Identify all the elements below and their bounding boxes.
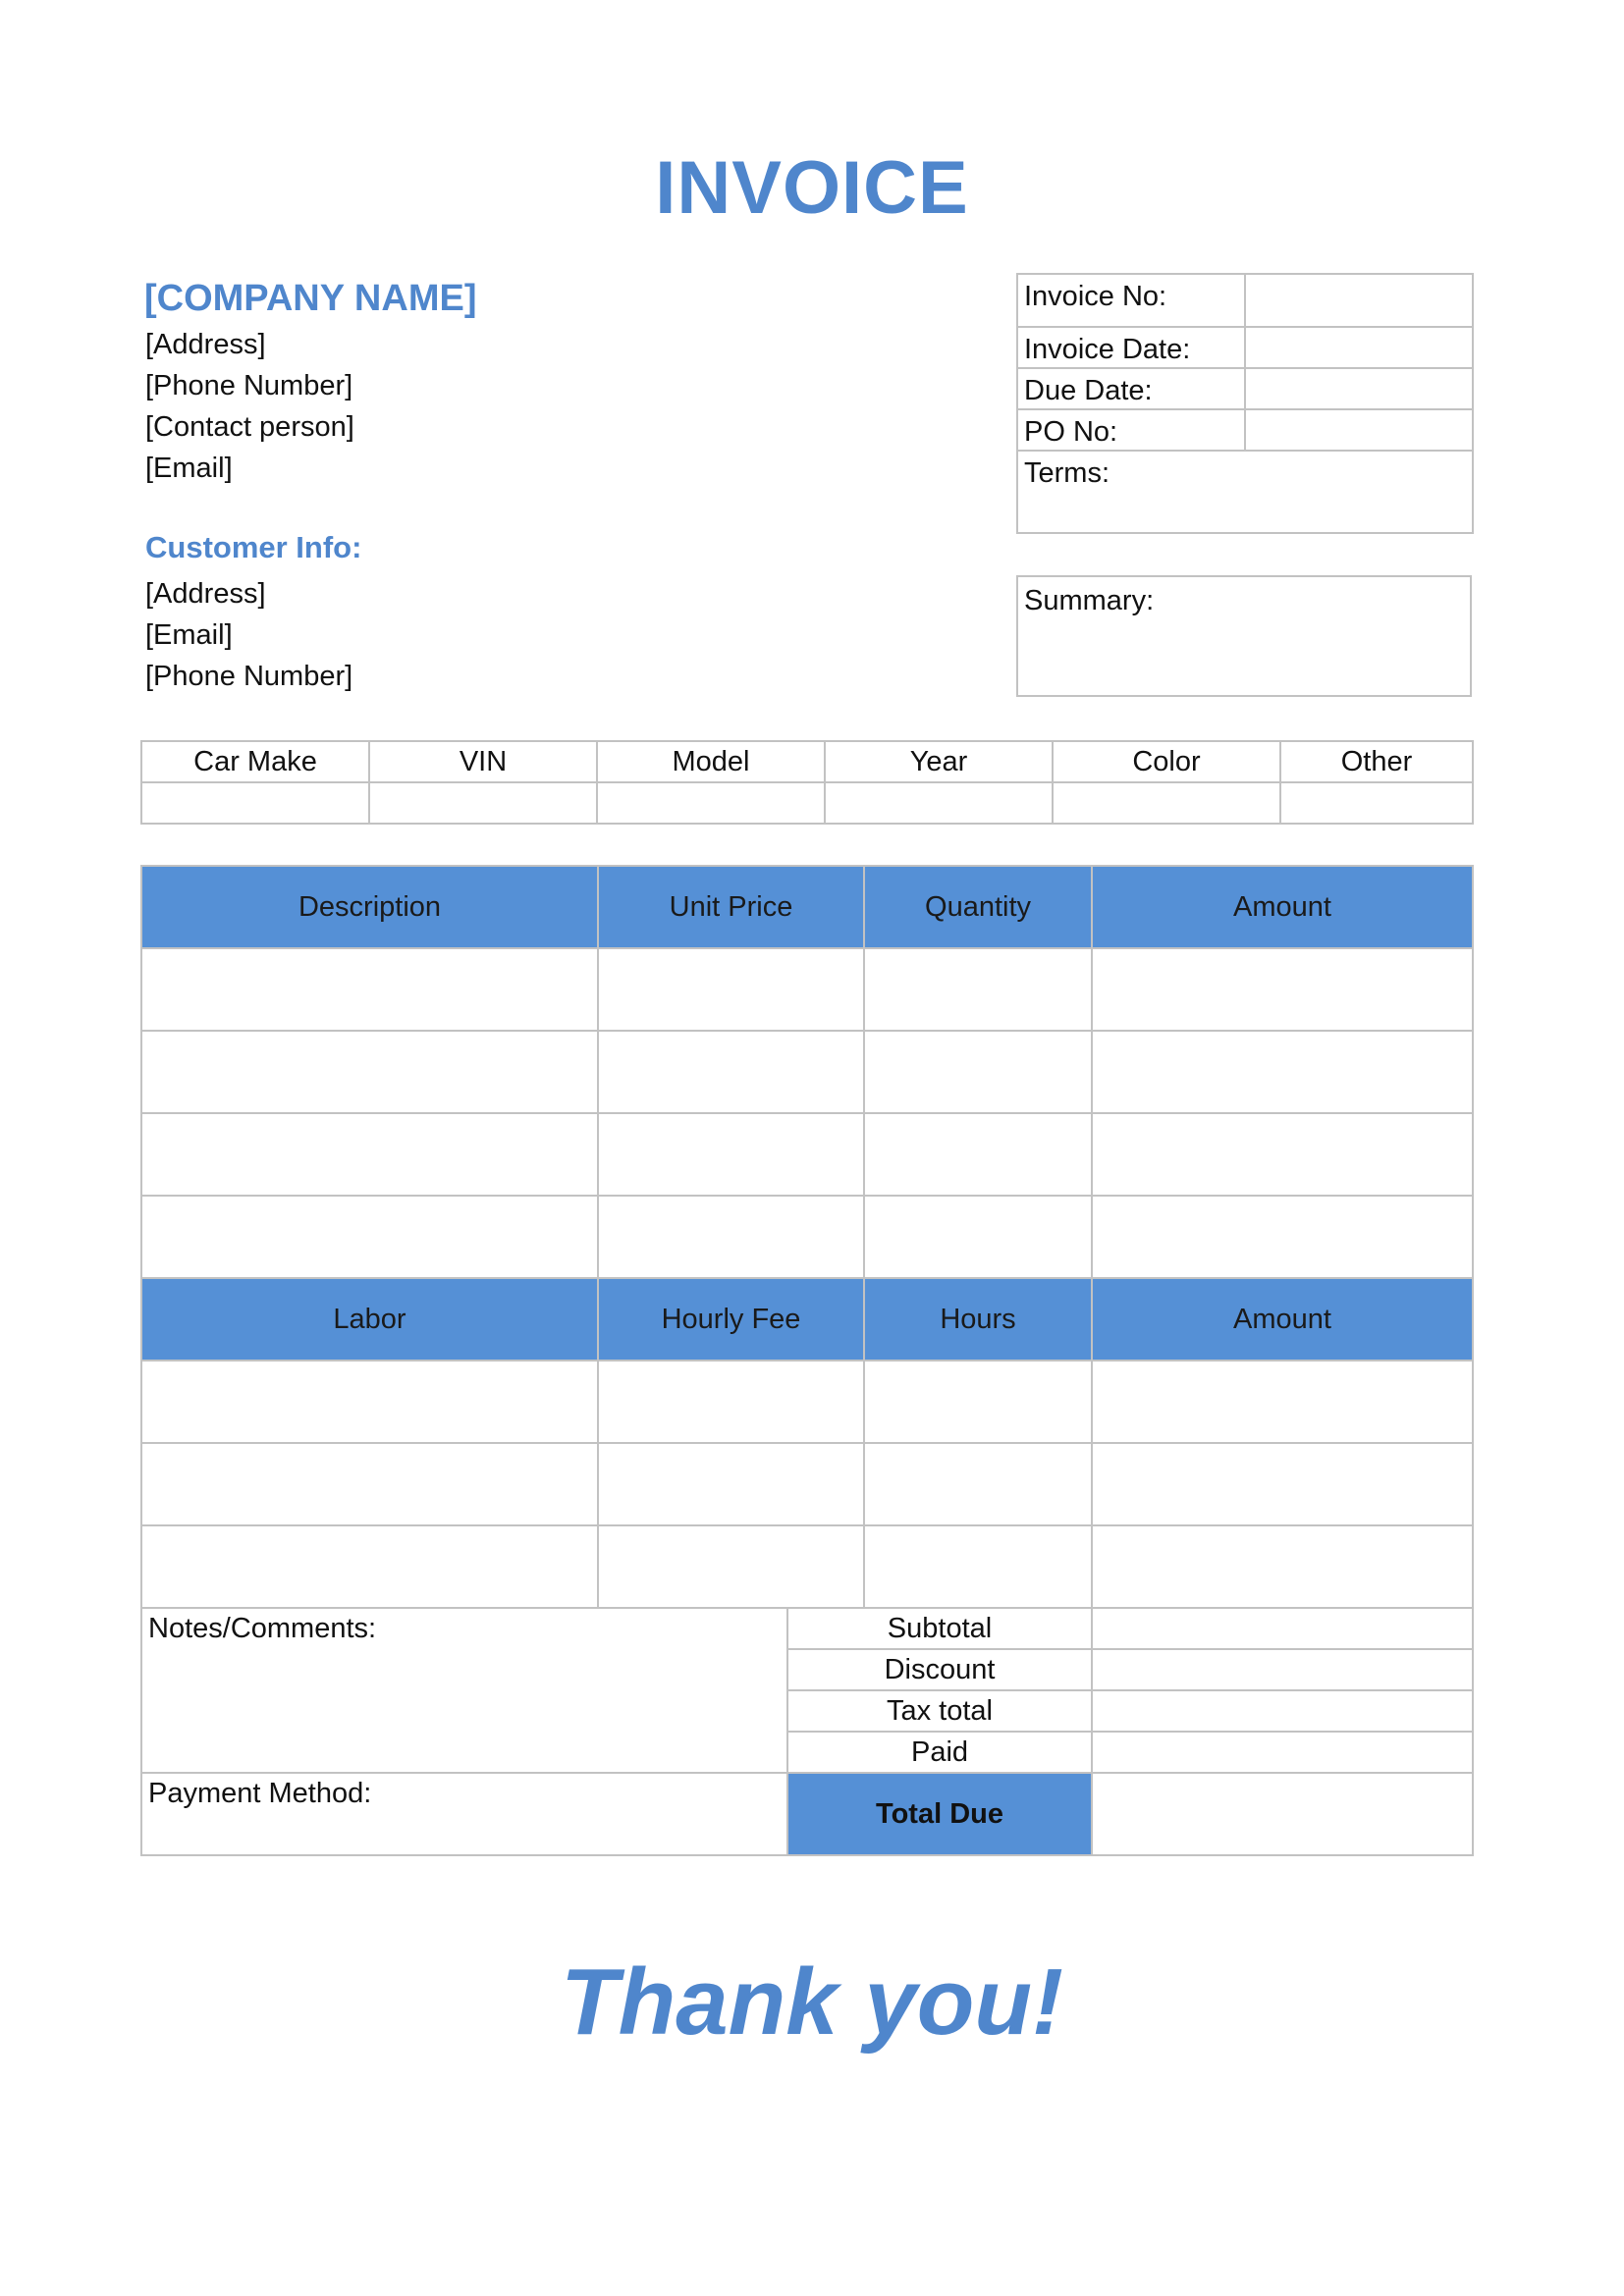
po-no-value[interactable]	[1245, 409, 1473, 451]
po-no-label: PO No:	[1017, 409, 1245, 451]
unit-price-header: Unit Price	[598, 866, 864, 948]
model-header: Model	[597, 741, 825, 782]
table-cell[interactable]	[141, 1196, 598, 1278]
table-cell[interactable]	[141, 1443, 598, 1525]
table-cell[interactable]	[141, 948, 598, 1031]
table-cell[interactable]	[1092, 1361, 1473, 1443]
table-cell[interactable]	[1092, 948, 1473, 1031]
table-cell[interactable]	[864, 1196, 1092, 1278]
table-cell[interactable]	[1092, 1031, 1473, 1113]
year-cell[interactable]	[825, 782, 1053, 824]
discount-value[interactable]	[1092, 1649, 1473, 1690]
company-phone: [Phone Number]	[145, 370, 353, 401]
table-cell[interactable]	[1092, 1113, 1473, 1196]
customer-address: [Address]	[145, 578, 266, 610]
invoice-no-label: Invoice No:	[1017, 274, 1245, 327]
table-cell[interactable]	[864, 1113, 1092, 1196]
vin-header: VIN	[369, 741, 597, 782]
notes-comments-field[interactable]: Notes/Comments:	[141, 1608, 787, 1773]
customer-email: [Email]	[145, 619, 233, 651]
other-cell[interactable]	[1280, 782, 1473, 824]
invoice-no-value[interactable]	[1245, 274, 1473, 327]
amount-header: Amount	[1092, 866, 1473, 948]
subtotal-label: Subtotal	[787, 1608, 1092, 1649]
table-cell[interactable]	[1092, 1525, 1473, 1608]
tax-total-label: Tax total	[787, 1690, 1092, 1732]
quantity-header: Quantity	[864, 866, 1092, 948]
vin-cell[interactable]	[369, 782, 597, 824]
table-cell[interactable]	[141, 1031, 598, 1113]
table-cell[interactable]	[598, 1361, 864, 1443]
due-date-value[interactable]	[1245, 368, 1473, 409]
summary-box[interactable]: Summary:	[1016, 575, 1472, 697]
company-address: [Address]	[145, 329, 266, 360]
car-make-cell[interactable]	[141, 782, 369, 824]
table-cell[interactable]	[1092, 1443, 1473, 1525]
company-contact: [Contact person]	[145, 411, 354, 443]
table-cell[interactable]	[141, 1113, 598, 1196]
company-email: [Email]	[145, 453, 233, 484]
table-cell[interactable]	[864, 1443, 1092, 1525]
description-header: Description	[141, 866, 598, 948]
due-date-label: Due Date:	[1017, 368, 1245, 409]
other-header: Other	[1280, 741, 1473, 782]
labor-amount-header: Amount	[1092, 1278, 1473, 1361]
hours-header: Hours	[864, 1278, 1092, 1361]
invoice-meta-table	[1016, 273, 1474, 534]
color-cell[interactable]	[1053, 782, 1280, 824]
color-header: Color	[1053, 741, 1280, 782]
customer-phone: [Phone Number]	[145, 661, 353, 692]
table-cell[interactable]	[864, 1525, 1092, 1608]
invoice-date-value[interactable]	[1245, 327, 1473, 368]
table-cell[interactable]	[1092, 1196, 1473, 1278]
table-cell[interactable]	[598, 1113, 864, 1196]
table-cell[interactable]	[141, 1361, 598, 1443]
discount-label: Discount	[787, 1649, 1092, 1690]
table-cell[interactable]	[598, 1196, 864, 1278]
table-cell[interactable]	[598, 948, 864, 1031]
car-make-header: Car Make	[141, 741, 369, 782]
terms-field[interactable]: Terms:	[1017, 451, 1473, 533]
tax-total-value[interactable]	[1092, 1690, 1473, 1732]
total-due-value[interactable]	[1092, 1773, 1473, 1855]
thank-you-text: Thank you!	[560, 1949, 1063, 2055]
model-cell[interactable]	[597, 782, 825, 824]
invoice-date-label: Invoice Date:	[1017, 327, 1245, 368]
table-cell[interactable]	[864, 1361, 1092, 1443]
hourly-fee-header: Hourly Fee	[598, 1278, 864, 1361]
table-cell[interactable]	[598, 1443, 864, 1525]
total-due-label: Total Due	[787, 1773, 1092, 1855]
page-title: INVOICE	[655, 146, 969, 230]
company-name: [COMPANY NAME]	[144, 278, 477, 319]
table-cell[interactable]	[598, 1525, 864, 1608]
car-info-table	[140, 740, 1474, 825]
customer-info-heading: Customer Info:	[145, 530, 362, 564]
paid-label: Paid	[787, 1732, 1092, 1773]
items-table	[140, 865, 1474, 1856]
year-header: Year	[825, 741, 1053, 782]
labor-header: Labor	[141, 1278, 598, 1361]
subtotal-value[interactable]	[1092, 1608, 1473, 1649]
table-cell[interactable]	[864, 948, 1092, 1031]
table-cell[interactable]	[141, 1525, 598, 1608]
paid-value[interactable]	[1092, 1732, 1473, 1773]
table-cell[interactable]	[864, 1031, 1092, 1113]
payment-method-field[interactable]: Payment Method:	[141, 1773, 787, 1855]
table-cell[interactable]	[598, 1031, 864, 1113]
